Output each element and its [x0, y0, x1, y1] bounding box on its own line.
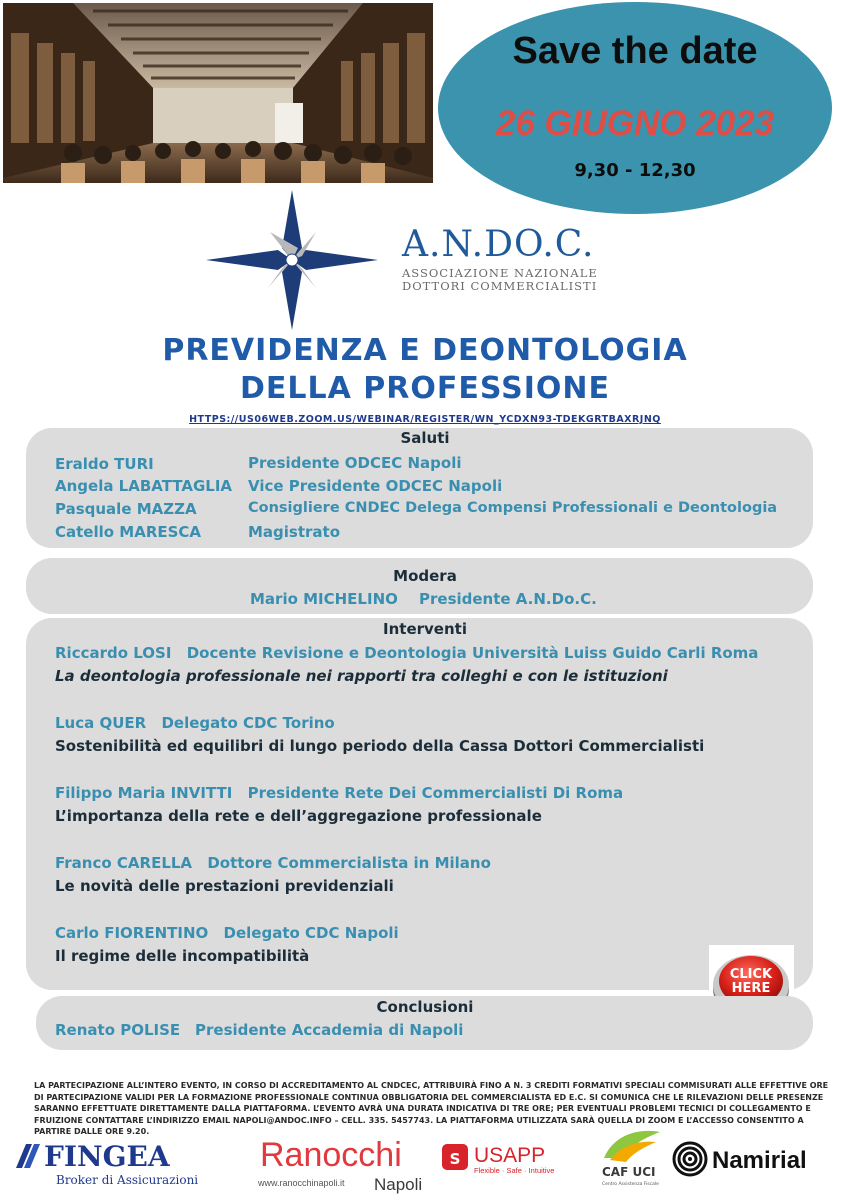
closing-speaker-role: Presidente Accademia di Napoli — [195, 1021, 464, 1039]
speaker-name: Riccardo LOSI — [55, 644, 172, 662]
intervento-item — [55, 643, 758, 662]
closing-speaker-name: Renato POLISE — [55, 1021, 181, 1039]
event-title-line-1: PREVIDENZA E DEONTOLOGIA — [162, 333, 688, 368]
speaker-role: Delegato CDC Napoli — [223, 924, 399, 942]
ranocchi-name: Ranocchi — [260, 1136, 402, 1174]
speaker-name: Pasquale MAZZA — [55, 500, 197, 518]
sponsor-fingea-logo — [16, 1140, 241, 1192]
andoc-logo-subtitle-2: DOTTORI COMMERCIALISTI — [402, 279, 598, 293]
speaker-role: Presidente Rete Dei Commercialisti Di Roma — [247, 784, 624, 802]
interventi-heading: Interventi — [383, 620, 467, 638]
event-date: 26 GIUGNO 2023 — [495, 104, 775, 143]
speaker-role: Delegato CDC Torino — [161, 714, 335, 732]
saluti-heading: Saluti — [400, 429, 450, 447]
conclusioni-heading: Conclusioni — [376, 998, 474, 1016]
intervento-item — [55, 923, 399, 942]
intervento-item — [55, 713, 335, 732]
speaker-role: Docente Revisione e Deontologia Università Luiss Guido Carli Roma — [186, 644, 759, 662]
fingea-name: FINGEA — [44, 1140, 170, 1173]
hero-photo — [3, 3, 433, 183]
intervento-topic: Le novità delle prestazioni previdenziali — [55, 877, 394, 895]
intervento-item — [55, 853, 491, 872]
intervento-item — [55, 783, 623, 802]
namirial-name: Namirial — [712, 1147, 807, 1174]
speaker-role: Vice Presidente ODCEC Napoli — [248, 477, 503, 495]
event-time: 9,30 - 12,30 — [574, 160, 696, 181]
intervento-topic: Il regime delle incompatibilità — [55, 947, 310, 965]
webinar-registration-link[interactable]: HTTPS://US06WEB.ZOOM.US/WEBINAR/REGISTER/WN_YCDXN93-TDEKGRTBAXRJNQ — [189, 414, 661, 425]
speaker-name: Franco CARELLA — [55, 854, 193, 872]
accreditation-note: LA PARTECIPAZIONE ALL’INTERO EVENTO, IN CORSO DI ACCREDITAMENTO AL CNDCEC, ATTRIBUIRÀ FINO A N. 3 CREDITI FORMATIVI SPECIALI COMMISURATI ALLE EFFETTIVE ORE DI PARTECIPAZIONE VALIDI PER LA FORMAZIONE PROFESSIONALE CONTINUA OBBLIGATORIA DEL COMMERCIALISTA ED E.C. SI COMUNICA CHE LE RILEVAZIONI DELLE PRESENZE SARANNO EFFETTUATE DIRETTAMENTE DALLA PIATTAFORMA. L’EVENTO AVRÀ UNA DURATA INDICATIVA DI TRE ORE; PER EVENTUALI PROBLEMI TECNICI DI COLLEGAMENTO E FRUIZIONE CONTATTARE L’INDIRIZZO EMAIL NAPOLI@ANDOC.INFO – CELL. 335. 5457743. LA PIATTAFORMA UTILIZZATA SARÀ QUELLA DI ZOOM E L’ACCESSO CONSENTITO A PARTIRE DALLE ORE 9.20. — [34, 1081, 829, 1136]
intervento-topic: La deontologia professionale nei rapporti tra colleghi e con le istituzioni — [55, 667, 668, 685]
svg-text:S: S — [449, 1150, 461, 1168]
modera-heading: Modera — [393, 567, 457, 585]
speaker-role: Magistrato — [248, 523, 341, 541]
speaker-name: Filippo Maria INVITTI — [55, 784, 233, 802]
usapp-name: USAPP — [474, 1144, 546, 1167]
ranocchi-url: www.ranocchinapoli.it — [258, 1178, 345, 1188]
usapp-tagline: Flexible · Safe · Intuitive — [474, 1166, 555, 1175]
click-here-line-1: CLICK — [729, 967, 773, 982]
speaker-name: Luca QUER — [55, 714, 147, 732]
compass-star-icon — [206, 190, 378, 330]
saluti-row — [55, 454, 154, 473]
fingea-tagline: Broker di Assicurazioni — [56, 1173, 199, 1187]
andoc-logo-subtitle-1: ASSOCIAZIONE NAZIONALE — [402, 266, 598, 280]
andoc-logo-text: A.N.DO.C. — [402, 224, 595, 265]
speaker-role: Dottore Commercialista in Milano — [207, 854, 491, 872]
sponsor-namirial-logo — [672, 1140, 836, 1184]
speaker-name: Angela LABATTAGLIA — [55, 477, 233, 495]
speaker-name: Eraldo TURI — [55, 455, 154, 473]
speaker-role: Presidente ODCEC Napoli — [248, 454, 462, 472]
ranocchi-city: Napoli — [374, 1175, 423, 1194]
speaker-role: Consigliere CNDEC Delega Compensi Professionali e Deontologia — [248, 500, 778, 516]
intervento-topic: Sostenibilità ed equilibri di lungo periodo della Cassa Dottori Commercialisti — [55, 737, 705, 755]
event-title-line-2: DELLA PROFESSIONE — [240, 371, 610, 406]
caf-name: CAF UCI — [602, 1165, 656, 1179]
moderator-role: Presidente A.N.Do.C. — [419, 590, 597, 608]
caf-tagline: Centro Assistenza Fiscale — [602, 1182, 659, 1187]
sponsor-ranocchi-logo — [258, 1132, 428, 1198]
sponsor-usapp-logo — [442, 1140, 572, 1184]
speaker-name: Carlo FIORENTINO — [55, 924, 209, 942]
intervento-topic: L’importanza della rete e dell’aggregazione professionale — [55, 807, 542, 825]
sponsor-caf-logo — [600, 1128, 666, 1192]
save-the-date-title: Save the date — [512, 30, 758, 72]
speaker-name: Catello MARESCA — [55, 523, 202, 541]
click-here-line-2: HERE — [731, 981, 771, 996]
moderator-name: Mario MICHELINO — [250, 590, 398, 608]
